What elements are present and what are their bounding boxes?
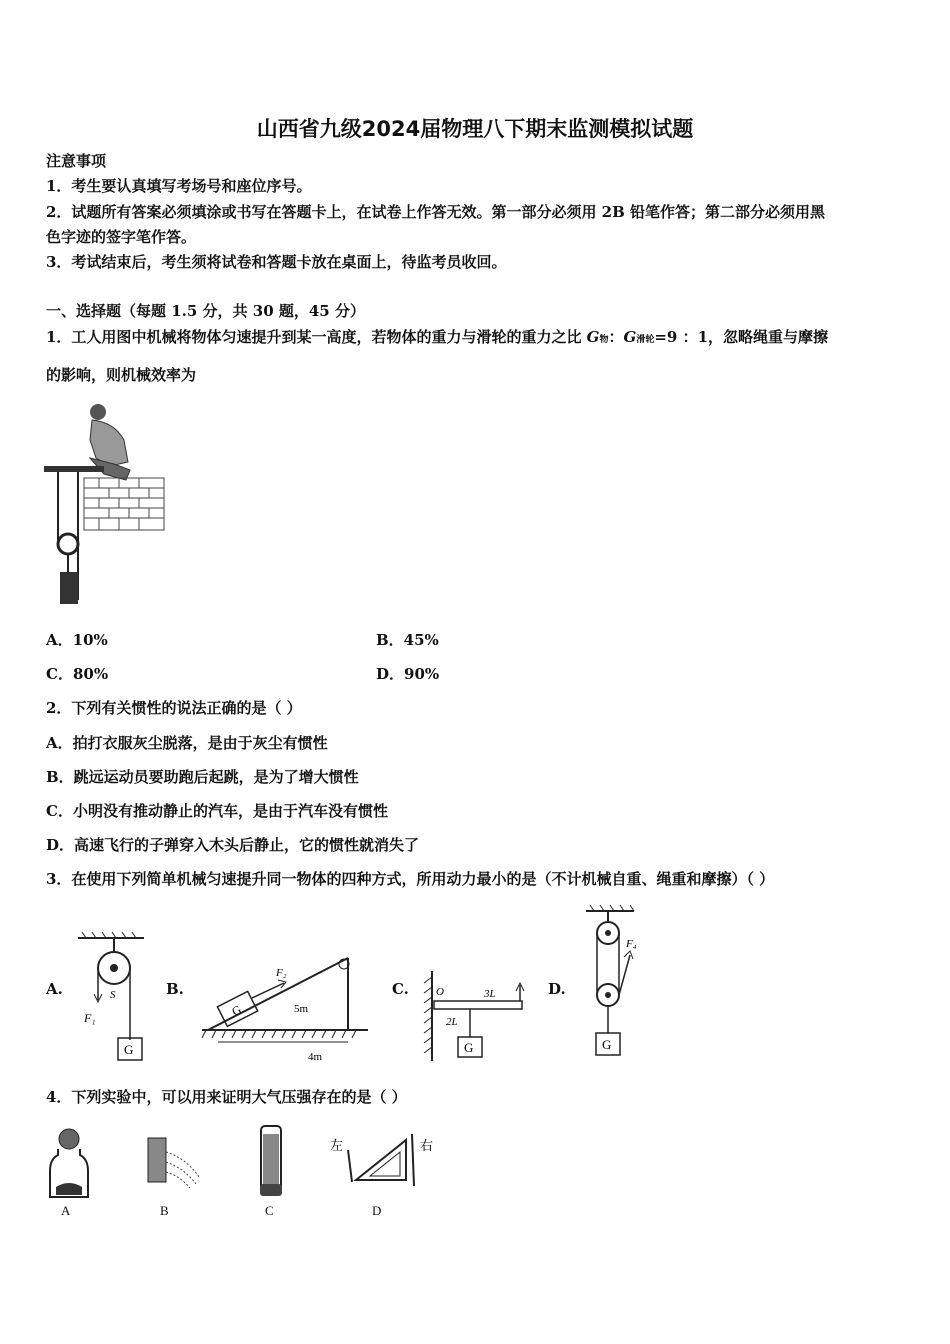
q1-stem-line2: 的影响，则机械效率为 <box>46 366 197 384</box>
pulley-icon <box>58 534 78 554</box>
q4-caption-b: B <box>160 1203 169 1218</box>
incline-figure <box>198 950 378 1065</box>
water-spray-figure <box>142 1132 212 1197</box>
q2-stem: 2．下列有关惯性的说法正确的是（ ） <box>46 699 302 717</box>
notice-heading: 注意事项 <box>46 152 107 170</box>
g-symbol-2: G <box>623 328 637 346</box>
q4-stem: 4．下列实验中，可以用来证明大气压强存在的是（ ） <box>46 1088 407 1106</box>
lever-figure <box>420 965 540 1065</box>
section-heading: 一、选择题（每题 1.5 分，共 30 题，45 分） <box>46 302 365 320</box>
q1-option-c: C．80% <box>46 665 109 683</box>
label-f4: F₄ <box>626 938 637 950</box>
sub-wu: 物 <box>599 335 609 345</box>
q1-option-b: B．45% <box>376 631 439 649</box>
notice-item-2: 2．试题所有答案必须填涂或书写在答题卡上，在试卷上作答无效。第一部分必须用 2B 铅笔作答；第二部分必须用黑 <box>46 203 826 221</box>
egg-icon <box>59 1129 79 1149</box>
label-left: 左 <box>330 1138 344 1153</box>
label-f2: F₂ <box>276 967 287 979</box>
q1-option-d: D．90% <box>376 665 440 683</box>
label-2l: 2L <box>446 1016 458 1028</box>
label-right: 右 <box>420 1138 434 1153</box>
jar-egg-figure <box>44 1125 94 1200</box>
q3-label-a: A. <box>46 980 63 998</box>
label-5m: 5m <box>294 1003 309 1015</box>
label-g-d: G <box>602 1037 612 1052</box>
q2-option-a: A．拍打衣服灰尘脱落，是由于灰尘有惯性 <box>46 734 328 752</box>
notice-item-2-cont: 色字迹的签字笔作答。 <box>46 228 197 246</box>
sub-pulley: 滑轮 <box>636 335 655 345</box>
test-tube-figure <box>256 1122 286 1202</box>
colon: ： <box>608 328 624 346</box>
q2-option-b: B．跳远运动员要助跑后起跳，是为了增大惯性 <box>46 768 359 786</box>
lever-bar <box>434 1001 522 1009</box>
fixed-pulley-figure <box>74 930 154 1065</box>
label-f1: F₁ <box>84 1011 96 1025</box>
label-s: S <box>110 989 116 1001</box>
notice-item-3: 3．考试结束后，考生须将试卷和答题卡放在桌面上，待监考员收回。 <box>46 253 507 271</box>
g-symbol: G <box>586 328 600 346</box>
worker-pulley-figure <box>44 400 169 610</box>
q3-stem: 3．在使用下列简单机械匀速提升同一物体的四种方式，所用动力最小的是（不计机械自重、绳重和摩擦）（ ） <box>46 870 775 888</box>
beam <box>44 466 104 472</box>
q4-caption-c: C <box>265 1203 274 1218</box>
load-block <box>60 572 78 604</box>
brick-wall <box>84 478 164 530</box>
label-3l: 3L <box>484 988 496 1000</box>
ratio-text: =9 ：1，忽略绳重与摩擦 <box>654 328 829 346</box>
label-g-b: G <box>229 1002 244 1019</box>
q3-label-b: B. <box>166 980 184 998</box>
q3-label-c: C. <box>392 980 409 998</box>
worker-head <box>90 404 106 420</box>
q1-stem-line1 <box>46 328 828 346</box>
notice-item-1: 1．考生要认真填写考场号和座位序号。 <box>46 177 312 195</box>
pulley-block-figure <box>578 905 658 1065</box>
triangle-ruler-figure <box>326 1130 438 1190</box>
q4-caption-a: A <box>61 1203 71 1218</box>
q1-stem-text: 1．工人用图中机械将物体匀速提升到某一高度，若物体的重力与滑轮的重力之比 <box>46 328 587 346</box>
label-4m: 4m <box>308 1051 323 1063</box>
q2-option-c: C．小明没有推动静止的汽车，是由于汽车没有惯性 <box>46 802 388 820</box>
label-o: O <box>436 986 444 998</box>
q3-label-d: D. <box>548 980 566 998</box>
exam-title: 山西省九级2024届物理八下期末监测模拟试题 <box>256 117 694 141</box>
q4-caption-d: D <box>372 1203 382 1218</box>
q1-option-a: A．10% <box>46 631 108 649</box>
perforated-bottle <box>148 1138 166 1182</box>
label-g-c: G <box>464 1040 474 1055</box>
q2-option-d: D．高速飞行的子弹穿入木头后静止，它的惯性就消失了 <box>46 836 420 854</box>
label-g: G <box>124 1042 134 1057</box>
